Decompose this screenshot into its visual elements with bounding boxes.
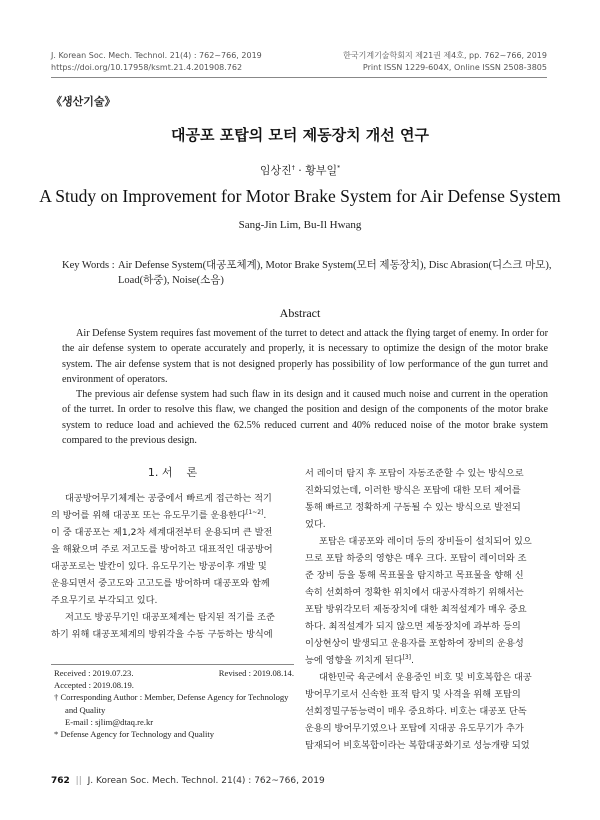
right-line: 서 레이더 탐지 후 포탑이 자동조준할 수 있는 방식으로	[305, 468, 524, 479]
intro-line: 을 해왔으며 주로 저고도를 방어하고 대표적인 대공방어	[51, 544, 273, 555]
right-line: 대한민국 육군에서 운용중인 비호 및 비호복합은 대공	[319, 672, 532, 683]
sentence-end: .	[411, 655, 414, 666]
korean-title: 대공포 포탑의 모터 제동장치 개선 연구	[171, 126, 429, 144]
intro-column-right	[305, 465, 548, 754]
header-divider	[51, 77, 547, 78]
keywords-line-2: Load(하중), Noise(소음)	[118, 275, 224, 286]
intro-line: 하기 위해 대공포체계의 방위각을 수동 구동하는 방식에	[51, 629, 273, 640]
right-line: 선회정밀구동능력이 매우 중요하다. 비호는 대공포 단독	[305, 706, 527, 717]
right-line: 포탑 방위각모터 제동장치에 대한 최적설계가 매우 중요	[305, 604, 527, 615]
doi-link[interactable]: https://doi.org/10.17958/ksmt.21.4.201908.762	[51, 63, 243, 72]
abstract-body	[62, 326, 548, 448]
corresponding-author-mark: †	[291, 164, 295, 172]
keywords-line-1: Air Defense System(대공포체계), Motor Brake System(모터 제동장치), Disc Abrasion(디스크 마모),	[118, 260, 552, 271]
keywords-block	[62, 258, 115, 273]
right-line: 므로 포탑 하중의 영향은 매우 크다. 포탑이 레이더와 조	[305, 553, 527, 564]
right-line: 준 장비 등을 통해 목표물을 탐지하고 목표물을 향해 신	[305, 570, 524, 581]
page-footer	[51, 776, 325, 786]
footnotes	[54, 667, 294, 740]
right-line: 통해 빠르고 정확하게 구동될 수 있는 방식으로 발전되	[305, 502, 521, 513]
intro-line: 주요무기로 부각되고 있다.	[51, 595, 158, 606]
english-title: A Study on Improvement for Motor Brake System for Air Defense System	[39, 186, 561, 206]
footer-separator: ||	[75, 776, 82, 786]
introduction-heading: 1. 서 론	[147, 466, 198, 479]
right-line: 운용의 방어무기였으나 포탑에 지대공 유도무기가 추가	[305, 723, 524, 734]
author-kr-1: 임상진	[259, 164, 292, 177]
intro-column-left	[51, 490, 294, 643]
corresponding-author-note-cont: and Quality	[65, 704, 106, 715]
right-line: 진화되었는데, 이러한 방식은 포탑에 대한 모터 제어를	[305, 485, 521, 496]
issn-header: Print ISSN 1229-604X, Online ISSN 2508-3805	[362, 63, 547, 72]
abstract-heading: Abstract	[279, 306, 321, 320]
page-number: 762	[51, 776, 70, 786]
right-line: 었다.	[305, 519, 326, 530]
author-separator: ·	[294, 164, 306, 177]
citation-ref-1-2[interactable]: [1~2]	[246, 508, 264, 516]
intro-line: 대공방어무기체계는 공중에서 빠르게 접근하는 적기	[65, 493, 272, 504]
korean-authors	[0, 162, 600, 178]
intro-line-text: 의 방어를 위해 대공포 또는 유도무기를 운용한다	[51, 510, 247, 521]
right-line: 속히 선회하여 정확한 위치에서 대공사격하기 위해서는	[305, 587, 524, 598]
right-line: 이상현상이 발생되고 운용자를 포함하여 장비의 운용성	[305, 638, 524, 649]
affiliation-note: * Defense Agency for Technology and Quality	[54, 729, 215, 740]
intro-line: 운용되면서 중고도와 고고도를 방어하며 대공포와 함께	[51, 578, 270, 589]
intro-line: 대공포로는 발칸이 있다. 유도무기는 방공이후 개발 및	[51, 561, 267, 572]
journal-citation-header: J. Korean Soc. Mech. Technol. 21(4) : 762~766, 2019	[51, 51, 262, 60]
revised-date: Revised : 2019.08.14.	[218, 668, 294, 678]
english-authors: Sang-Jin Lim, Bu-Il Hwang	[238, 219, 362, 231]
right-line: 방어무기로서 신속한 표적 탐지 및 사격을 위해 포탑의	[305, 689, 521, 700]
right-line: 포탑은 대공포와 레이더 등의 장비들이 설치되어 있으	[319, 536, 532, 547]
footer-citation: J. Korean Soc. Mech. Technol. 21(4) : 762~766, 2019	[87, 776, 325, 786]
corresponding-author-note: † Corresponding Author : Member, Defense Agency for Technology	[54, 692, 289, 703]
footnote-divider	[51, 664, 294, 665]
section-tag: 《생산기술》	[51, 95, 116, 108]
received-date: Received : 2019.07.23.	[54, 668, 134, 678]
citation-ref-3[interactable]: [3]	[402, 653, 412, 661]
intro-line: 이 중 대공포는 제1,2차 세계대전부터 운용되며 큰 발전	[51, 527, 273, 538]
abstract-paragraph-2: The previous air defense system had such flaw in its design and it caused much noise and current in the operation of the turret. In order to resolve this flaw, we changed the position and design of the components of the motor brake system to reduce load and achieved the 62.5% reduced current and 40% reduced noise of the motor brake system compared to the previous design.	[62, 389, 548, 447]
intro-line: 저고도 방공무기인 대공포체계는 탐지된 적기를 조준	[65, 612, 275, 623]
right-line: 탑재되어 비호복합이라는 복합대공화기로 성능개량 되었	[305, 740, 530, 751]
email-note[interactable]: E-mail : sjlim@dtaq.re.kr	[65, 716, 154, 727]
right-line-text: 능에 영향을 끼치게 된다	[305, 655, 403, 666]
abstract-paragraph-1: Air Defense System requires fast movement of the turret to detect and attack the flying target of enemy. In order for the air defense system to operate accurately and properly, it is necessary to optimize the design of the motor brake system. The air defense system that is not designed properly has possibility of low performance of the gun turret and environment of operators.	[62, 328, 548, 385]
keywords-label: Key Words :	[62, 260, 115, 271]
accepted-date: Accepted : 2019.08.19.	[54, 680, 134, 691]
intro-line: 의 방어를 위해 대공포 또는 유도무기를 운용한다[1~2].	[51, 508, 267, 521]
right-line: 하다. 최적설계가 되지 않으면 제동장치에 과부하 등의	[305, 621, 521, 632]
affiliation-mark: *	[337, 164, 341, 172]
right-line	[305, 652, 548, 669]
journal-korean-header: 한국기계기술학회지 제21권 제4호, pp. 762~766, 2019	[343, 51, 547, 60]
author-kr-2: 황부일	[305, 164, 338, 177]
keywords-list	[118, 258, 551, 288]
